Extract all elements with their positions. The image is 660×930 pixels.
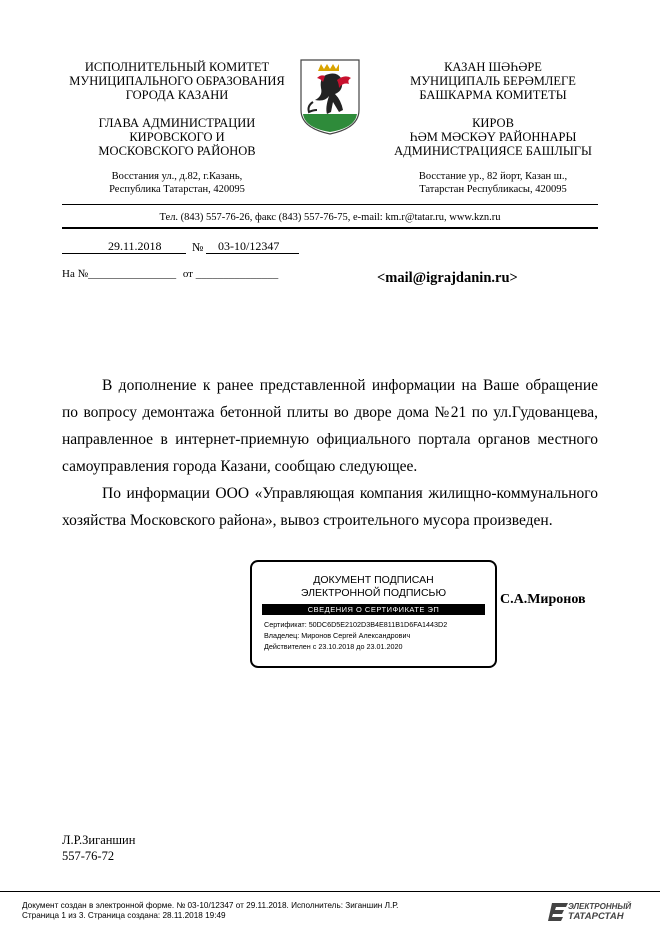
from-blank: _______________ <box>195 268 279 280</box>
stamp-owner: Владелец: Миронов Сергей Александрович <box>264 631 411 640</box>
left-org-name: ИСПОЛНИТЕЛЬНЫЙ КОМИТЕТ МУНИЦИПАЛЬНОГО ОБРАЗОВАНИЯ ГОРОДА КАЗАНИ <box>69 60 285 102</box>
letter-body <box>62 372 598 534</box>
executor-phone: 557-76-72 <box>62 849 115 863</box>
right-org-name: КАЗАН ШӘҺӘРЕ МУНИЦИПАЛЬ БЕРӘМЛЕГЕ БАШКАРМА КОМИТЕТЫ <box>410 60 576 102</box>
right-head-title: КИРОВ ҺӘМ МӘСКӘҮ РАЙОННАРЫ АДМИНИСТРАЦИЯСЕ БАШЛЫГЫ <box>394 116 592 158</box>
signer-name: С.А.Миронов <box>500 592 586 607</box>
from-label: от <box>182 268 193 280</box>
recipient-email: <mail@igrajdanin.ru> <box>377 270 518 286</box>
logo-mark-icon <box>548 903 568 921</box>
executor-name: Л.Р.Зиганшин <box>62 833 136 847</box>
number-field <box>206 238 299 254</box>
body-paragraph-2: По информации ООО «Управляющая компания жилищно-коммунального хозяйства Московского района», вывоз строительного мусора произведен. <box>62 485 598 529</box>
logo-line-1: ЭЛЕКТРОННЫЙ <box>568 902 632 911</box>
body-paragraph-1: В дополнение к ранее представленной информации на Ваше обращение по вопросу демонтажа бетонной плиты во дворе дома №21 по ул.Гудованцева, направленное в интернет-приемную официального портала органов местного самоуправления города Казани, сообщаю следующее. <box>62 377 598 475</box>
left-address: Восстания ул., д.82, г.Казань, Республика Татарстан, 420095 <box>109 171 245 195</box>
footer-line-1: Документ создан в электронной форме. № 03-10/12347 от 29.11.2018. Исполнитель: Зиганшин Л.Р. <box>22 901 399 910</box>
emblem-icon <box>299 58 361 136</box>
footer-text <box>22 901 398 921</box>
stamp-certificate: Сертификат: 50DC6D5E2102D3B4E811B1D6FA1443D2 <box>264 620 448 629</box>
date-field <box>62 238 186 254</box>
ref-blank: ________________ <box>88 268 177 280</box>
stamp-validity: Действителен с 23.10.2018 до 23.01.2020 <box>264 642 403 651</box>
left-head-title: ГЛАВА АДМИНИСТРАЦИИ КИРОВСКОГО И МОСКОВСКОГО РАЙОНОВ <box>98 116 256 158</box>
stamp-title: ДОКУМЕНТ ПОДПИСАН ЭЛЕКТРОННОЙ ПОДПИСЬЮ <box>300 574 447 599</box>
footer-rule <box>0 891 660 892</box>
right-address: Восстание ур., 82 йорт, Казан ш., Татарстан Республикасы, 420095 <box>418 171 568 195</box>
doc-date: 29.11.2018 <box>108 239 162 253</box>
stamp-certificate-header: СВЕДЕНИЯ О СЕРТИФИКАТЕ ЭП <box>262 604 485 615</box>
doc-number: 03-10/12347 <box>218 239 280 253</box>
contacts-line: Тел. (843) 557-76-26, факс (843) 557-76-75, e-mail: km.r@tatar.ru, www.kzn.ru <box>159 212 501 223</box>
reference-line <box>62 268 278 280</box>
number-label: № <box>192 240 204 254</box>
footer-line-2: Страница 1 из 3. Страница создана: 28.11.2018 19:49 <box>22 911 226 920</box>
ref-label: На № <box>62 268 89 280</box>
electronic-tatarstan-logo <box>548 901 640 923</box>
logo-line-2: ТАТАРСТАН <box>568 911 624 922</box>
header-rule-top <box>62 204 598 205</box>
e-signature-stamp <box>250 560 497 668</box>
executor-info <box>62 832 135 864</box>
header-rule-bottom <box>62 227 598 229</box>
